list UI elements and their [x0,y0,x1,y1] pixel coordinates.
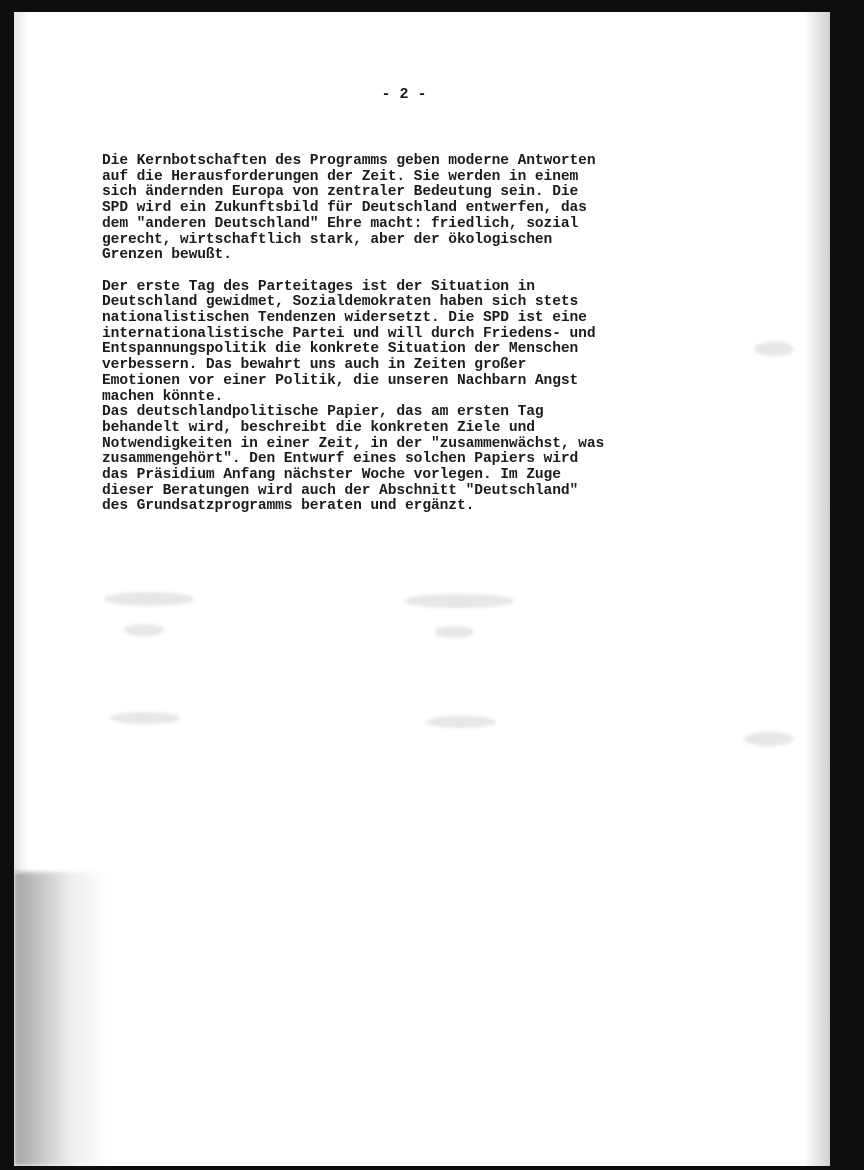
scan-smudge [110,712,180,724]
text-line: Das deutschlandpolitische Papier, das am ersten Tag [102,404,544,421]
paragraph-gap [102,264,702,280]
text-line: verbessern. Das bewahrt uns auch in Zeiten großer [102,357,527,374]
scan-smudge [754,342,794,356]
text-line: das Präsidium Anfang nächster Woche vorlegen. Im Zuge [102,467,561,484]
text-line: machen könnte. [102,388,224,405]
page-number: - 2 - [381,86,427,103]
scan-smudge [434,626,474,638]
text-line: Entspannungspolitik die konkrete Situation der Menschen [102,341,579,358]
text-line: behandelt wird, beschreibt die konkreten Ziele und [102,419,535,436]
scan-shadow-left-top [14,12,28,872]
text-line: des Grundsatzprogramms beraten und ergänzt. [102,498,475,515]
text-line: zusammengehört". Den Entwurf eines solchen Papiers wird [102,451,579,468]
body-text [102,154,702,515]
scan-shadow-left-bottom [14,872,109,1166]
text-line: Notwendigkeiten in einer Zeit, in der "zusammenwächst, was [102,435,605,452]
text-line: Grenzen bewußt. [102,247,232,264]
text-line: internationalistische Partei und will durch Friedens- und [102,325,596,342]
paragraph-1 [102,154,702,264]
scan-smudge [404,594,514,608]
text-line: nationalistischen Tendenzen widersetzt. Die SPD ist eine [102,310,587,327]
text-line: SPD wird ein Zukunftsbild für Deutschland entwerfen, das [102,200,587,217]
scan-smudge [104,592,194,606]
scan-smudge [744,732,794,746]
scan-shadow-right [804,12,830,1166]
scan-smudge [426,716,496,728]
text-line: auf die Herausforderungen der Zeit. Sie werden in einem [102,168,579,185]
text-line: dem "anderen Deutschland" Ehre macht: friedlich, sozial [102,215,579,232]
text-line: sich ändernden Europa von zentraler Bedeutung sein. Die [102,184,579,201]
text-line: Emotionen vor einer Politik, die unseren Nachbarn Angst [102,372,579,389]
paragraph-2 [102,280,702,516]
scan-smudge [124,624,164,636]
text-line: gerecht, wirtschaftlich stark, aber der ökologischen [102,231,553,248]
document-page [14,12,830,1166]
text-line: Der erste Tag des Parteitages ist der Situation in [102,278,535,295]
text-line: Die Kernbotschaften des Programms geben moderne Antworten [102,153,596,169]
text-line: dieser Beratungen wird auch der Abschnitt "Deutschland" [102,482,579,499]
text-line: Deutschland gewidmet, Sozialdemokraten haben sich stets [102,294,579,311]
